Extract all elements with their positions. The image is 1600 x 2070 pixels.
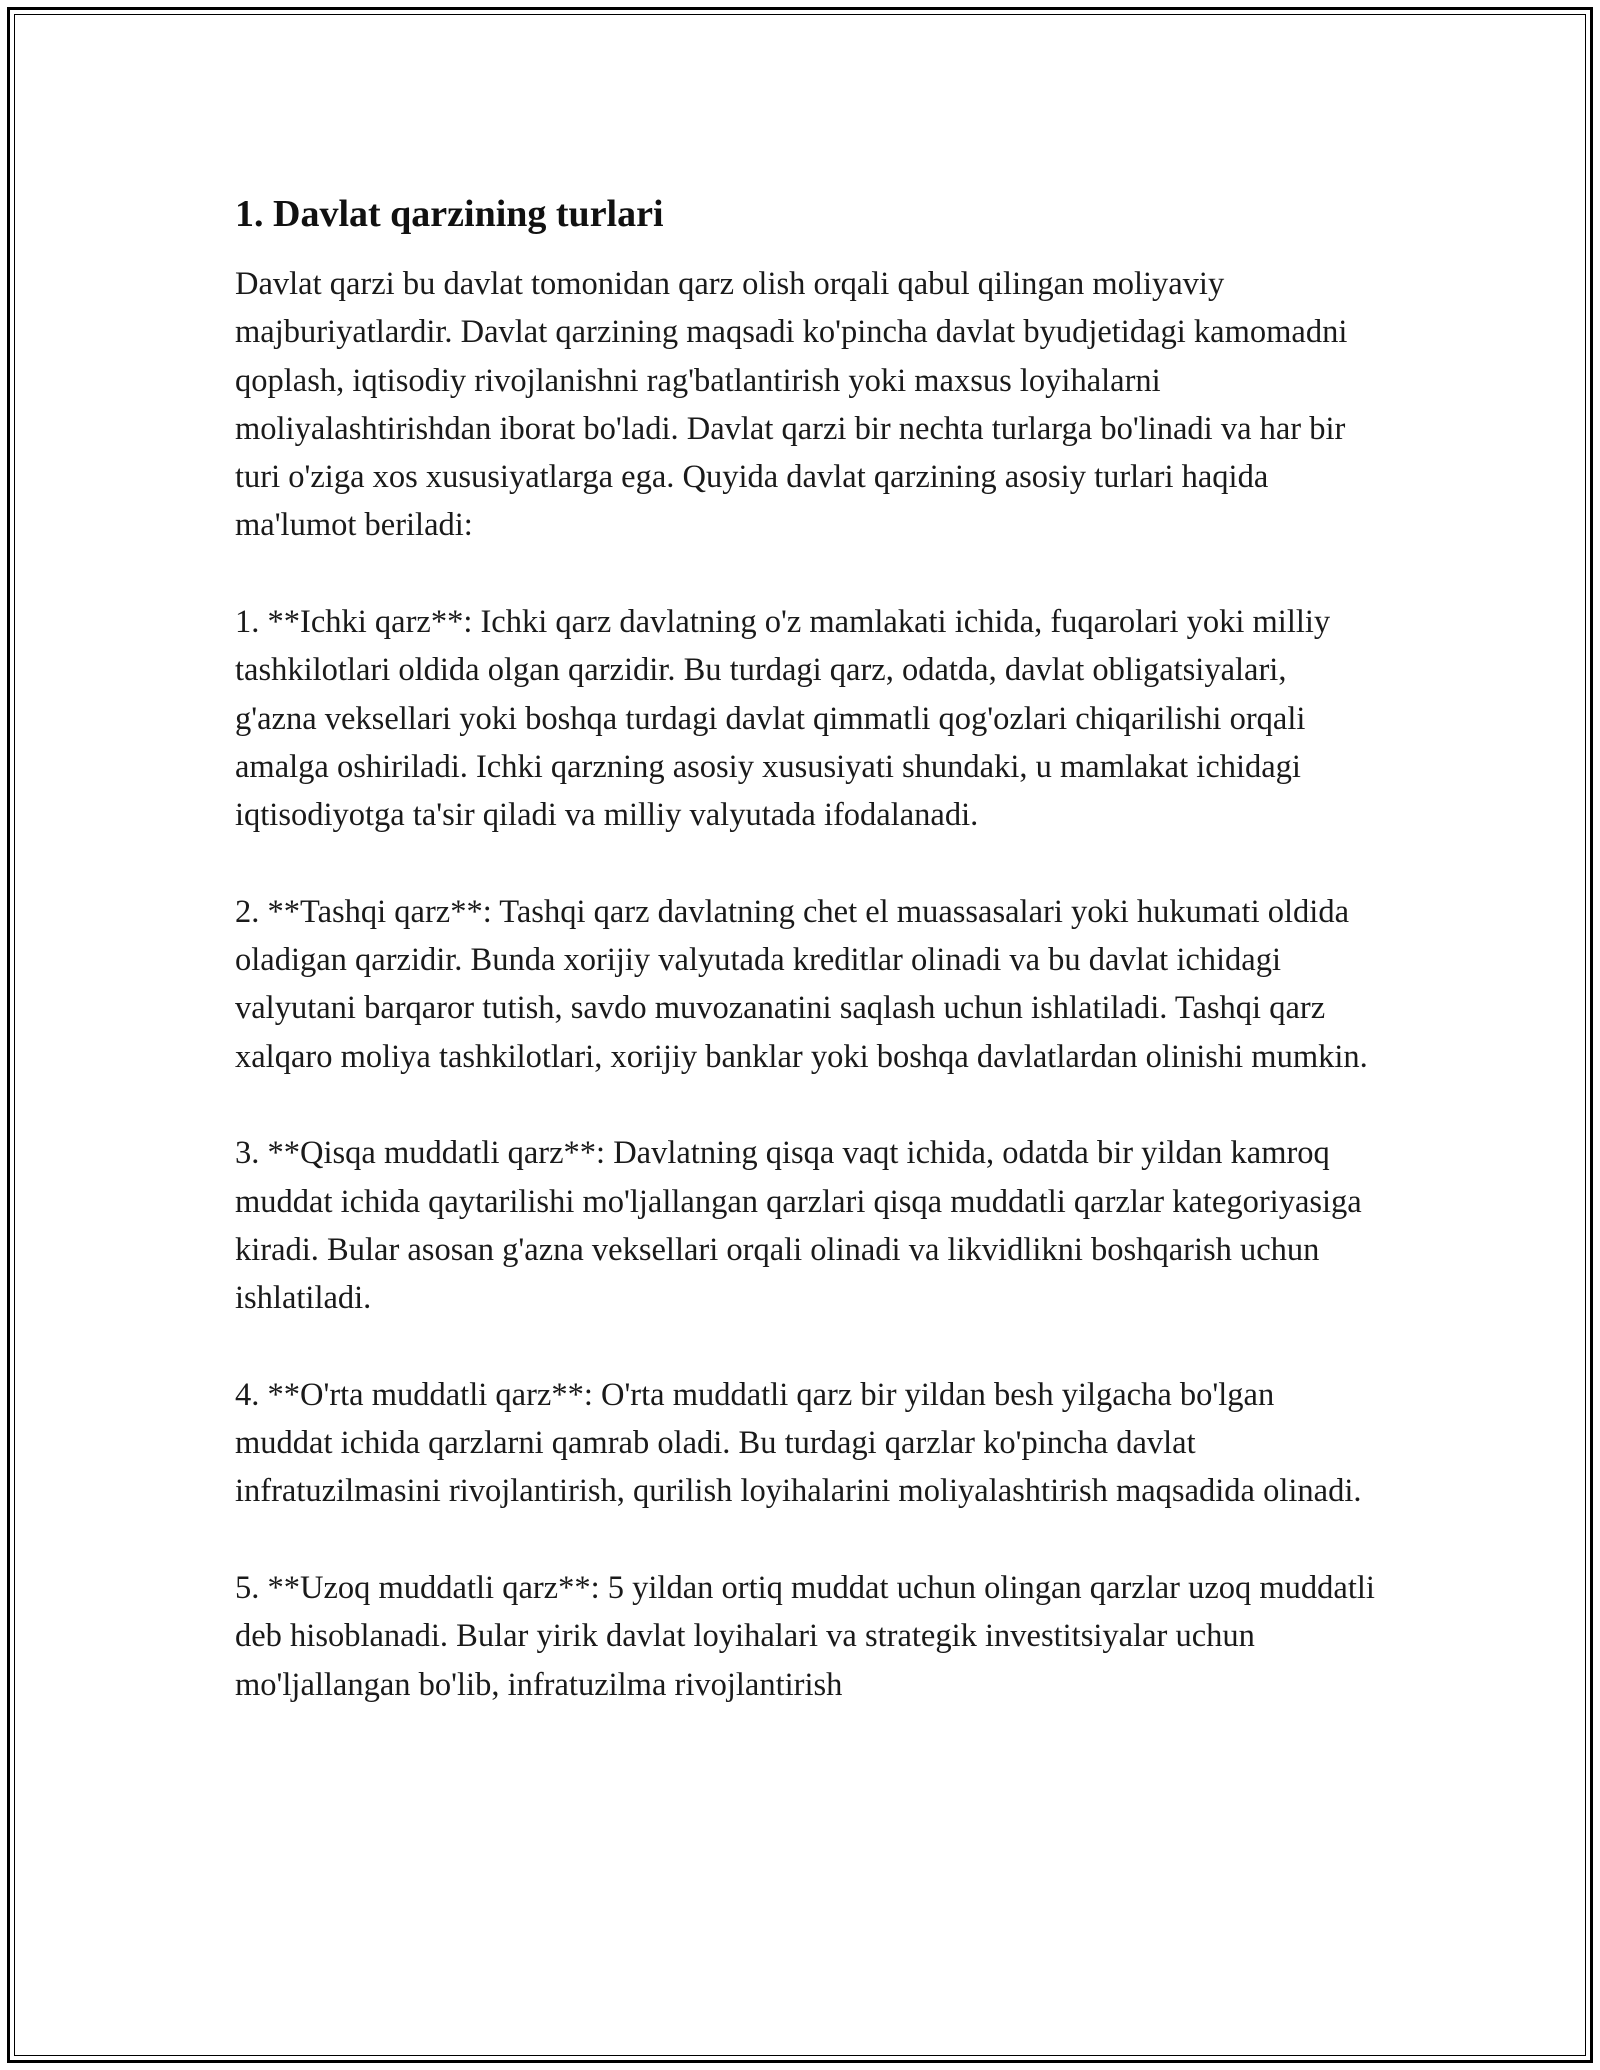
section-heading: 1. Davlat qarzining turlari	[235, 193, 664, 235]
paragraph-medium-term-debt: 4. **O'rta muddatli qarz**: O'rta muddatli qarz bir yildan besh yilgacha bo'lgan muddat ichida qarzlarni qamrab oladi. Bu turdagi qarzlar ko'pincha davlat infratuzilmasini rivojlantirish, qurilish loyihalarini moliyalashtirish maqsadida olinadi.	[235, 1376, 1362, 1510]
document-content	[235, 186, 1375, 1709]
paragraph-internal-debt: 1. **Ichki qarz**: Ichki qarz davlatning o'z mamlakati ichida, fuqarolari yoki milliy tashkilotlari oldida olgan qarzidir. Bu turdagi qarz, odatda, davlat obligatsiyalari, g'azna veksellari yoki boshqa turdagi davlat qimmatli qog'ozlari chiqarilishi orqali amalga oshiriladi. Ichki qarzning asosiy xususiyati shundaki, u mamlakat ichidagi iqtisodiyotga ta'sir qiladi va milliy valyutada ifodalanadi.	[235, 604, 1331, 834]
intro-paragraph: Davlat qarzi bu davlat tomonidan qarz olish orqali qabul qilingan moliyaviy majburiyatlardir. Davlat qarzining maqsadi ko'pincha davlat byudjetidagi kamomadni qoplash, iqtisodiy rivojlanishni rag'batlantirish yoki maxsus loyihalarni moliyalashtirishdan iborat bo'ladi. Davlat qarzi bir nechta turlarga bo'linadi va har bir turi o'ziga xos xususiyatlarga ega. Quyida davlat qarzining asosiy turlari haqida ma'lumot beriladi:	[235, 266, 1348, 544]
paragraph-external-debt: 2. **Tashqi qarz**: Tashqi qarz davlatning chet el muassasalari yoki hukumati oldida oladigan qarzidir. Bunda xorijiy valyutada kreditlar olinadi va bu davlat ichidagi valyutani barqaror tutish, savdo muvozanatini saqlash uchun ishlatiladi. Tashqi qarz xalqaro moliya tashkilotlari, xorijiy banklar yoki boshqa davlatlardan olinishi mumkin.	[235, 893, 1368, 1075]
paragraph-long-term-debt: 5. **Uzoq muddatli qarz**: 5 yildan ortiq muddat uchun olingan qarzlar uzoq muddatli deb hisoblanadi. Bular yirik davlat loyihalari va strategik investitsiyalar uchun mo'ljallangan bo'lib, infratuzilma rivojlantirish	[235, 1570, 1375, 1703]
paragraph-short-term-debt: 3. **Qisqa muddatli qarz**: Davlatning qisqa vaqt ichida, odatda bir yildan kamroq muddat ichida qaytarilishi mo'ljallangan qarzlari qisqa muddatli qarzlar kategoriyasiga kiradi. Bular asosan g'azna veksellari orqali olinadi va likvidlikni boshqarish uchun ishlatiladi.	[235, 1135, 1362, 1317]
